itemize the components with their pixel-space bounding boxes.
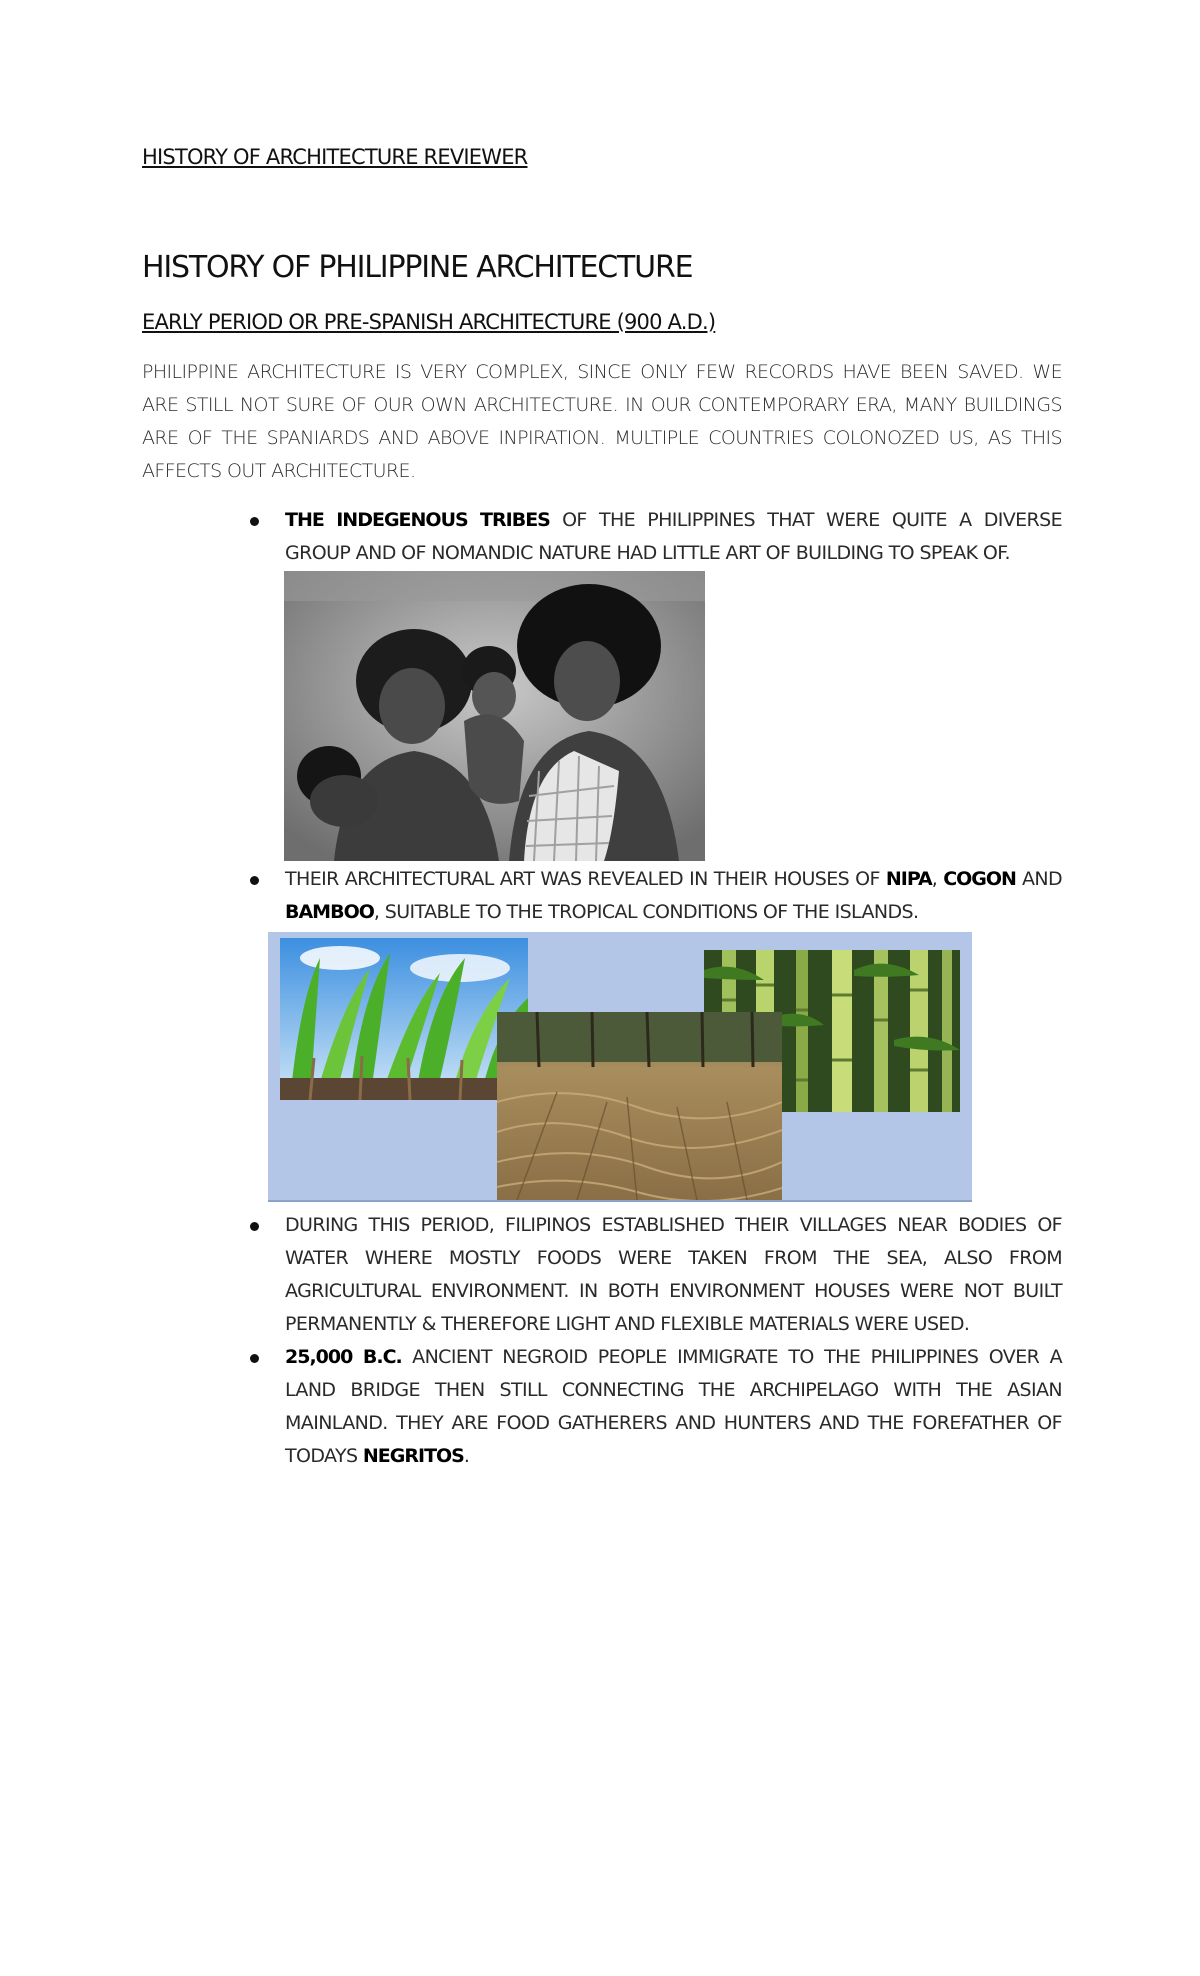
bold-term: 25,000 B.C. bbox=[285, 1346, 402, 1368]
tribe-photo-image bbox=[284, 571, 705, 861]
bullet-text: ANCIENT NEGROID PEOPLE IMMIGRATE TO THE PHILIPPINES OVER A LAND BRIDGE THEN STILL CONNECTING THE ARCHIPELAGO WITH THE ASIAN MAINLAND. THEY ARE FOOD GATHERERS AND HUNTERS AND THE FOREFATHER OF TODAYS bbox=[285, 1346, 1062, 1467]
bullet-indigenous-tribes bbox=[285, 504, 1062, 570]
bold-term-bamboo: BAMBOO bbox=[285, 901, 374, 923]
separator: , bbox=[931, 868, 944, 890]
bullet-text: OF THE PHILIPPINES THAT WERE QUITE A DIVERSE GROUP AND OF NOMANDIC NATURE HAD LITTLE ART OF BUILDING TO SPEAK OF. bbox=[285, 509, 1063, 564]
bullet-marker bbox=[250, 1354, 259, 1363]
bullet-text: , SUITABLE TO THE TROPICAL CONDITIONS OF THE ISLANDS. bbox=[373, 901, 919, 923]
separator: AND bbox=[1015, 868, 1063, 890]
section-title: EARLY PERIOD OR PRE-SPANISH ARCHITECTURE (900 A.D.) bbox=[142, 310, 716, 334]
bullet-marker bbox=[250, 1222, 259, 1231]
bullet-end: . bbox=[463, 1445, 470, 1467]
bullet-text: THEIR ARCHITECTURAL ART WAS REVEALED IN THEIR HOUSES OF bbox=[285, 868, 886, 890]
bullet-marker bbox=[250, 517, 259, 526]
tribe-photo bbox=[284, 571, 705, 861]
bold-term: THE INDEGENOUS TRIBES bbox=[285, 509, 550, 531]
cogon-photo bbox=[497, 1012, 782, 1200]
cogon-photo-image bbox=[497, 1012, 782, 1200]
bold-term-cogon: COGON bbox=[943, 868, 1016, 890]
nipa-photo-image bbox=[280, 938, 528, 1100]
reviewer-title: HISTORY OF ARCHITECTURE REVIEWER bbox=[142, 145, 528, 169]
bullet-villages: DURING THIS PERIOD, FILIPINOS ESTABLISHED THEIR VILLAGES NEAR BODIES OF WATER WHERE MOSTLY FOODS WERE TAKEN FROM THE SEA, ALSO FROM AGRICULTURAL ENVIRONMENT. IN BOTH ENVIRONMENT HOUSES WERE NOT BUILT PERMANENTLY & THEREFORE LIGHT AND FLEXIBLE MATERIALS WERE USED. bbox=[285, 1214, 1062, 1335]
intro-paragraph: PHILIPPINE ARCHITECTURE IS VERY COMPLEX, SINCE ONLY FEW RECORDS HAVE BEEN SAVED. WE ARE STILL NOT SURE OF OUR OWN ARCHITECTURE. IN OUR CONTEMPORARY ERA, MANY BUILDINGS ARE OF THE SPANIARDS AND ABOVE INPIRATION. MULTIPLE COUNTRIES COLONOZED US, AS THIS AFFECTS OUT ARCHITECTURE. bbox=[142, 361, 1062, 482]
bold-term-negritos: NEGRITOS bbox=[362, 1445, 464, 1467]
nipa-photo bbox=[280, 938, 528, 1100]
bullet-marker bbox=[250, 876, 259, 885]
bold-term-nipa: NIPA bbox=[885, 868, 932, 890]
page-title: HISTORY OF PHILIPPINE ARCHITECTURE bbox=[142, 250, 693, 285]
bullet-negroid-migration bbox=[285, 1341, 1062, 1473]
bullet-materials bbox=[285, 863, 1062, 929]
